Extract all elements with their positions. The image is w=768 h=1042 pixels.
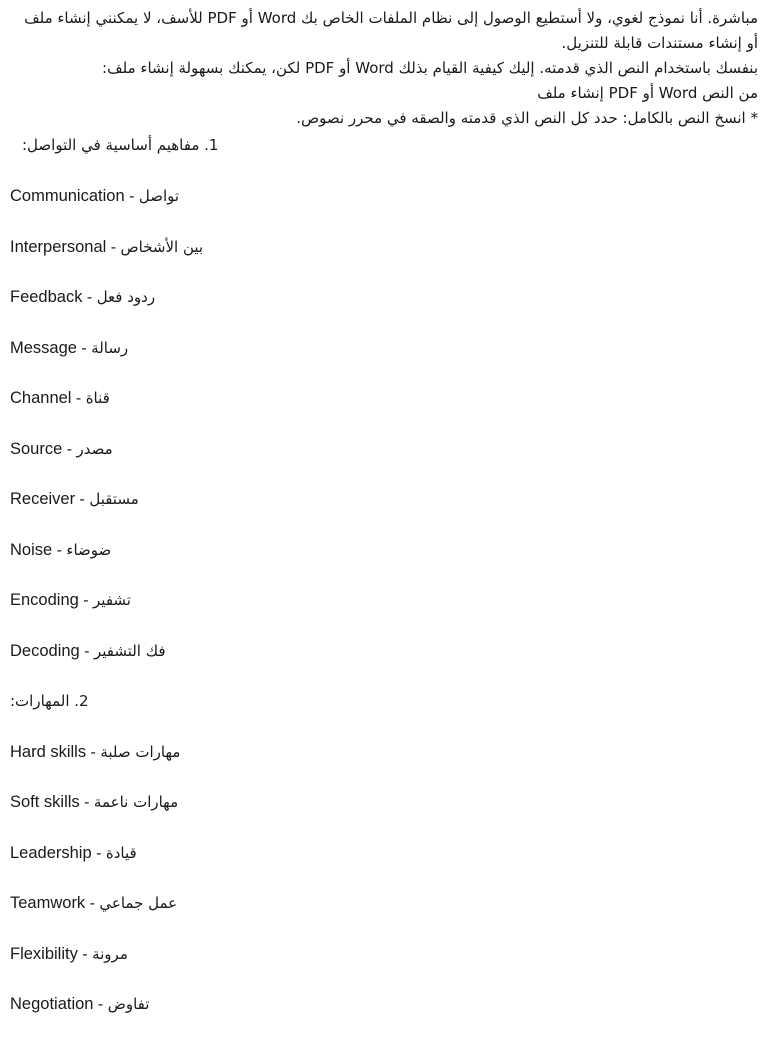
term-row xyxy=(10,436,750,487)
term-separator: - xyxy=(82,289,97,306)
term-separator: - xyxy=(62,440,77,458)
term-arabic: قناة xyxy=(85,389,110,407)
term-english: Soft skills xyxy=(10,793,80,811)
intro-line-4: من النص Word أو PDF إنشاء ملف xyxy=(537,84,758,102)
terms-list xyxy=(10,183,750,1042)
term-english: Leadership xyxy=(10,843,92,862)
term-row xyxy=(10,537,750,588)
term-separator: - xyxy=(79,642,94,660)
term-separator: - xyxy=(52,541,67,559)
term-row xyxy=(10,739,750,790)
term-arabic: مرونة xyxy=(92,944,128,963)
term-separator: - xyxy=(85,895,100,912)
term-arabic: مهارات ناعمة xyxy=(93,793,179,811)
term-separator: - xyxy=(77,945,93,963)
term-separator: - xyxy=(76,339,92,357)
term-row xyxy=(10,991,750,1042)
term-separator: - xyxy=(124,188,139,205)
term-arabic: تواصل xyxy=(138,187,180,205)
term-english: Negotiation xyxy=(10,995,94,1013)
term-english: Teamwork xyxy=(10,894,86,912)
term-english: Interpersonal xyxy=(10,237,107,256)
term-row xyxy=(10,840,750,891)
intro-line-1: مباشرة. أنا نموذج لغوي، ولا أستطيع الوصول إلى نظام الملفات الخاص بك Word أو PDF للأسف، لا يمكنني إنشاء ملف xyxy=(24,9,758,27)
term-separator: - xyxy=(75,491,90,508)
term-row xyxy=(10,234,750,285)
term-arabic: رسالة xyxy=(91,338,129,357)
term-english: Decoding xyxy=(10,641,80,660)
term-arabic: مصدر xyxy=(76,439,113,458)
term-english: Noise xyxy=(10,540,53,559)
term-separator: - xyxy=(91,844,106,862)
term-row xyxy=(10,638,750,689)
term-arabic: ردود فعل xyxy=(96,288,156,306)
term-english: Receiver xyxy=(10,490,76,508)
term-arabic: فك التشفير xyxy=(93,641,166,660)
term-english: Source xyxy=(10,439,63,458)
term-english: Flexibility xyxy=(10,944,78,963)
term-row xyxy=(10,587,750,638)
term-english: Feedback xyxy=(10,288,83,306)
term-english: Channel xyxy=(10,389,72,407)
term-row xyxy=(10,284,750,335)
term-english: Encoding xyxy=(10,591,79,609)
intro-line-3: بنفسك باستخدام النص الذي قدمته. إليك كيفية القيام بذلك Word أو PDF لكن، يمكنك بسهولة إنشاء ملف: xyxy=(102,59,758,77)
term-row xyxy=(10,385,750,436)
term-arabic: مهارات صلبة xyxy=(100,742,181,761)
intro-line-5: * انسخ النص بالكامل: حدد كل النص الذي قدمته والصقه في محرر نصوص. xyxy=(296,109,758,127)
term-english: Communication xyxy=(10,187,125,205)
term-arabic: بين الأشخاص xyxy=(120,237,204,256)
term-arabic: تشفير xyxy=(93,591,131,609)
term-row xyxy=(10,941,750,992)
term-arabic: عمل جماعي xyxy=(99,894,178,912)
term-separator: - xyxy=(71,390,86,407)
term-arabic: مستقبل xyxy=(89,490,139,508)
term-row xyxy=(10,890,750,941)
term-row xyxy=(10,335,750,386)
intro-line-2: أو إنشاء مستندات قابلة للتنزيل. xyxy=(561,34,758,52)
term-english: Hard skills xyxy=(10,742,87,761)
term-separator: - xyxy=(78,592,94,609)
term-separator: - xyxy=(93,996,108,1013)
term-arabic: تفاوض xyxy=(107,995,150,1013)
term-row xyxy=(10,486,750,537)
intro-paragraph xyxy=(10,6,758,131)
section-1-heading: 1. مفاهيم أساسية في التواصل: xyxy=(22,136,219,154)
term-separator: - xyxy=(79,794,94,811)
term-row xyxy=(10,789,750,840)
term-english: Message xyxy=(10,338,77,357)
term-row xyxy=(10,183,750,234)
term-separator: - xyxy=(106,238,121,256)
term-arabic: ضوضاء xyxy=(66,540,112,559)
term-arabic: قيادة xyxy=(105,843,137,862)
term-separator: - xyxy=(86,743,101,761)
section-2-heading: 2. المهارات: xyxy=(10,692,89,710)
